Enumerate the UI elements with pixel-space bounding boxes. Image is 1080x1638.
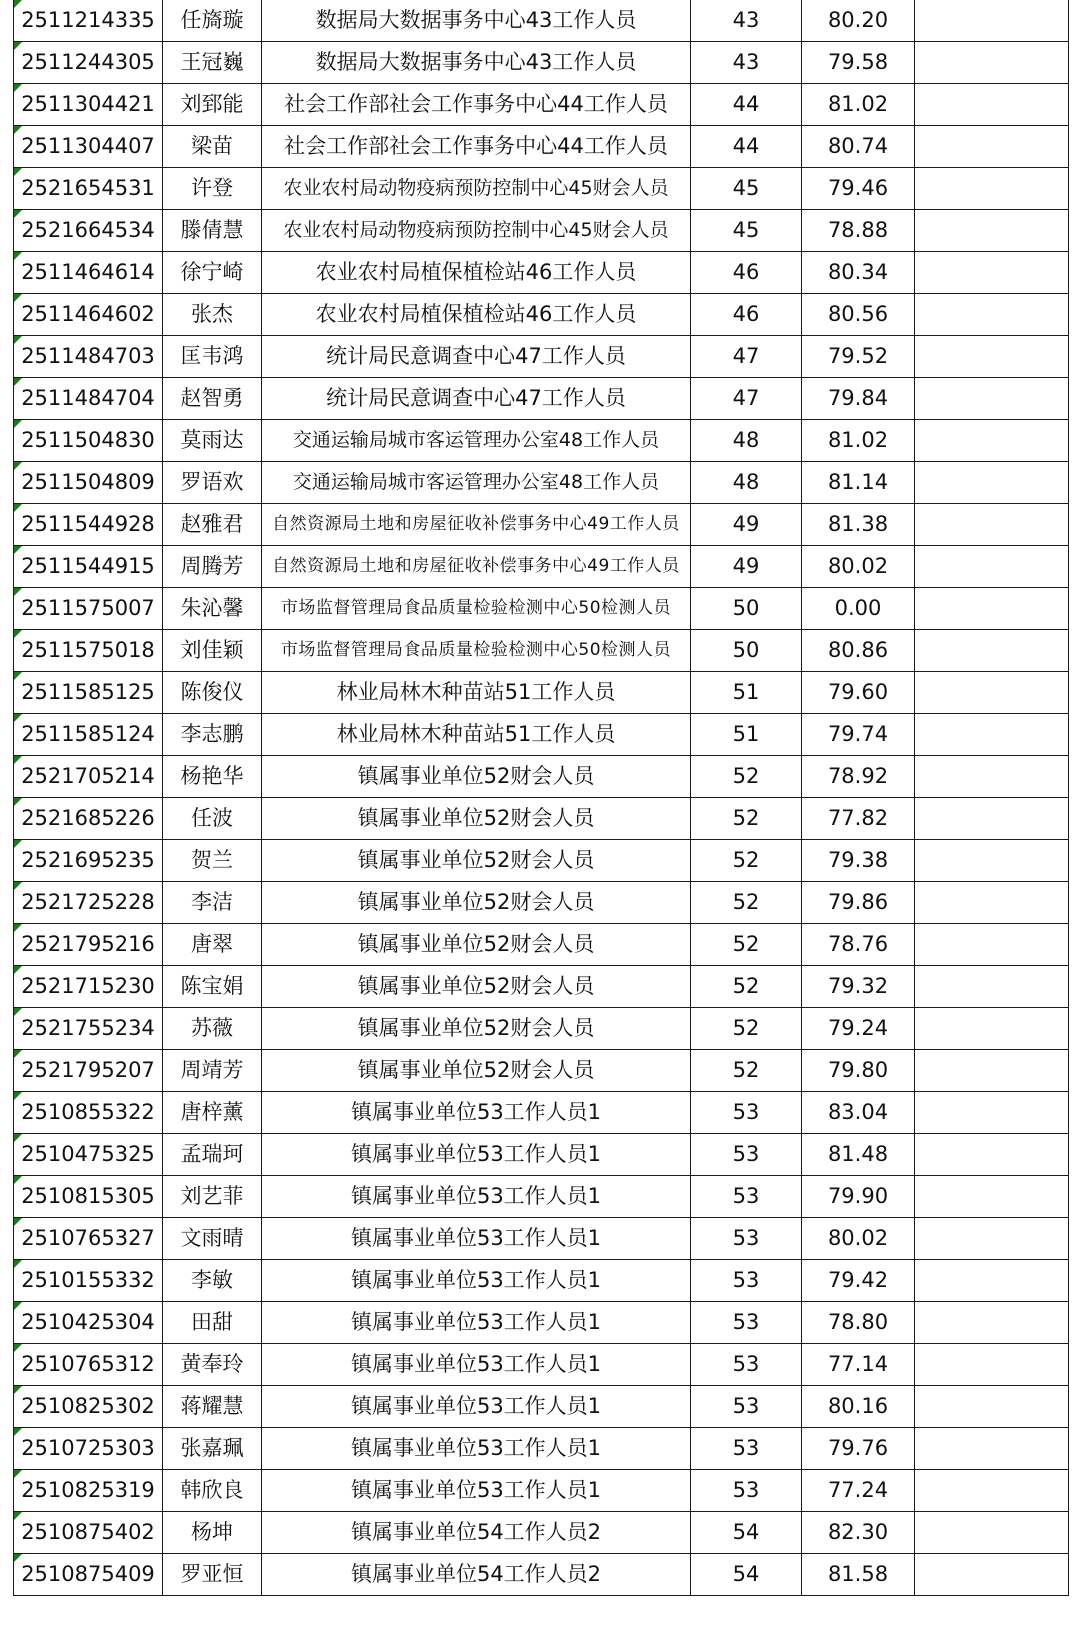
note-cell [915,1470,1069,1512]
candidate-name-cell: 唐梓薰 [163,1092,262,1134]
candidate-id-cell: 2511585124 [14,714,163,756]
table-row [14,294,1069,336]
score-cell: 78.88 [802,210,915,252]
table-row [14,924,1069,966]
score-cell: 79.84 [802,378,915,420]
position-name-cell: 镇属事业单位53工作人员1 [262,1218,691,1260]
post-code-cell: 48 [691,462,802,504]
position-name-cell: 镇属事业单位52财会人员 [262,798,691,840]
score-cell: 79.90 [802,1176,915,1218]
score-cell: 79.42 [802,1260,915,1302]
position-name-cell: 社会工作部社会工作事务中心44工作人员 [262,84,691,126]
candidate-id-cell: 2521715230 [14,966,163,1008]
position-name-cell: 镇属事业单位52财会人员 [262,966,691,1008]
position-name-cell: 社会工作部社会工作事务中心44工作人员 [262,126,691,168]
score-cell: 79.86 [802,882,915,924]
note-cell [915,210,1069,252]
position-name-cell: 镇属事业单位53工作人员1 [262,1302,691,1344]
table-row [14,1260,1069,1302]
position-name-cell: 镇属事业单位54工作人员2 [262,1512,691,1554]
score-cell: 80.56 [802,294,915,336]
candidate-id-cell: 2511544928 [14,504,163,546]
candidate-name-cell: 罗语欢 [163,462,262,504]
note-cell [915,84,1069,126]
candidate-id-cell: 2511575007 [14,588,163,630]
table-row [14,1176,1069,1218]
candidate-name-cell: 周靖芳 [163,1050,262,1092]
candidate-name-cell: 文雨晴 [163,1218,262,1260]
candidate-id-cell: 2511214335 [14,0,163,42]
candidate-id-cell: 2511464614 [14,252,163,294]
candidate-name-cell: 莫雨达 [163,420,262,462]
note-cell [915,882,1069,924]
score-cell: 80.34 [802,252,915,294]
post-code-cell: 53 [691,1092,802,1134]
post-code-cell: 54 [691,1554,802,1596]
candidate-name-cell: 罗亚恒 [163,1554,262,1596]
note-cell [915,1554,1069,1596]
position-name-cell: 镇属事业单位53工作人员1 [262,1386,691,1428]
note-cell [915,756,1069,798]
post-code-cell: 45 [691,210,802,252]
score-cell: 79.60 [802,672,915,714]
position-name-cell: 自然资源局土地和房屋征收补偿事务中心49工作人员 [262,546,691,588]
table-row [14,672,1069,714]
note-cell [915,336,1069,378]
table-row [14,1218,1069,1260]
post-code-cell: 45 [691,168,802,210]
candidate-name-cell: 李洁 [163,882,262,924]
score-cell: 81.14 [802,462,915,504]
position-name-cell: 镇属事业单位53工作人员1 [262,1470,691,1512]
table-row [14,84,1069,126]
position-name-cell: 市场监督管理局食品质量检验检测中心50检测人员 [262,630,691,672]
score-cell: 78.92 [802,756,915,798]
position-name-cell: 镇属事业单位53工作人员1 [262,1428,691,1470]
post-code-cell: 52 [691,840,802,882]
note-cell [915,672,1069,714]
score-cell: 82.30 [802,1512,915,1554]
score-cell: 78.80 [802,1302,915,1344]
table-row [14,1428,1069,1470]
candidate-id-cell: 2510875402 [14,1512,163,1554]
post-code-cell: 53 [691,1302,802,1344]
table-row [14,882,1069,924]
post-code-cell: 52 [691,966,802,1008]
candidate-id-cell: 2511304407 [14,126,163,168]
note-cell [915,1176,1069,1218]
candidate-name-cell: 李志鹏 [163,714,262,756]
score-cell: 78.76 [802,924,915,966]
table-row [14,840,1069,882]
score-cell: 81.02 [802,420,915,462]
candidate-id-cell: 2510725303 [14,1428,163,1470]
candidate-id-cell: 2521654531 [14,168,163,210]
score-cell: 81.38 [802,504,915,546]
note-cell [915,1092,1069,1134]
table-row [14,1470,1069,1512]
table-row [14,462,1069,504]
candidate-name-cell: 张嘉珮 [163,1428,262,1470]
note-cell [915,1260,1069,1302]
score-cell: 80.74 [802,126,915,168]
score-cell: 79.38 [802,840,915,882]
note-cell [915,714,1069,756]
candidate-name-cell: 唐翠 [163,924,262,966]
position-name-cell: 农业农村局植保植检站46工作人员 [262,294,691,336]
position-name-cell: 镇属事业单位53工作人员1 [262,1260,691,1302]
note-cell [915,630,1069,672]
candidate-name-cell: 苏薇 [163,1008,262,1050]
candidate-name-cell: 赵雅君 [163,504,262,546]
post-code-cell: 43 [691,0,802,42]
table-row [14,714,1069,756]
score-cell: 81.02 [802,84,915,126]
table-row [14,1344,1069,1386]
score-cell: 79.46 [802,168,915,210]
score-cell: 77.24 [802,1470,915,1512]
score-cell: 79.80 [802,1050,915,1092]
position-name-cell: 林业局林木种苗站51工作人员 [262,714,691,756]
position-name-cell: 镇属事业单位52财会人员 [262,756,691,798]
note-cell [915,462,1069,504]
table-row [14,126,1069,168]
note-cell [915,0,1069,42]
candidate-name-cell: 黄奉玲 [163,1344,262,1386]
post-code-cell: 47 [691,378,802,420]
post-code-cell: 52 [691,798,802,840]
note-cell [915,1344,1069,1386]
score-cell: 77.14 [802,1344,915,1386]
candidate-name-cell: 朱沁馨 [163,588,262,630]
post-code-cell: 52 [691,1008,802,1050]
table-row [14,1050,1069,1092]
post-code-cell: 53 [691,1344,802,1386]
note-cell [915,126,1069,168]
position-name-cell: 数据局大数据事务中心43工作人员 [262,42,691,84]
note-cell [915,1428,1069,1470]
candidate-id-cell: 2510765312 [14,1344,163,1386]
position-name-cell: 镇属事业单位52财会人员 [262,924,691,966]
note-cell [915,1386,1069,1428]
position-name-cell: 镇属事业单位53工作人员1 [262,1092,691,1134]
candidate-id-cell: 2511585125 [14,672,163,714]
post-code-cell: 53 [691,1386,802,1428]
position-name-cell: 农业农村局动物疫病预防控制中心45财会人员 [262,210,691,252]
position-name-cell: 农业农村局植保植检站46工作人员 [262,252,691,294]
post-code-cell: 52 [691,882,802,924]
post-code-cell: 51 [691,672,802,714]
post-code-cell: 50 [691,630,802,672]
position-name-cell: 自然资源局土地和房屋征收补偿事务中心49工作人员 [262,504,691,546]
candidate-name-cell: 许登 [163,168,262,210]
table-row [14,966,1069,1008]
post-code-cell: 53 [691,1218,802,1260]
note-cell [915,378,1069,420]
candidate-id-cell: 2510765327 [14,1218,163,1260]
note-cell [915,1302,1069,1344]
candidate-id-cell: 2511304421 [14,84,163,126]
position-name-cell: 统计局民意调查中心47工作人员 [262,336,691,378]
candidate-id-cell: 2510475325 [14,1134,163,1176]
candidate-name-cell: 任旖璇 [163,0,262,42]
table-row [14,420,1069,462]
post-code-cell: 49 [691,546,802,588]
table-row [14,210,1069,252]
post-code-cell: 51 [691,714,802,756]
table-row [14,546,1069,588]
post-code-cell: 47 [691,336,802,378]
candidate-id-cell: 2510815305 [14,1176,163,1218]
post-code-cell: 52 [691,1050,802,1092]
position-name-cell: 镇属事业单位52财会人员 [262,1050,691,1092]
position-name-cell: 市场监督管理局食品质量检验检测中心50检测人员 [262,588,691,630]
table-row [14,588,1069,630]
note-cell [915,504,1069,546]
position-name-cell: 农业农村局动物疫病预防控制中心45财会人员 [262,168,691,210]
table-row [14,798,1069,840]
position-name-cell: 交通运输局城市客运管理办公室48工作人员 [262,462,691,504]
candidate-id-cell: 2511504809 [14,462,163,504]
position-name-cell: 统计局民意调查中心47工作人员 [262,378,691,420]
position-name-cell: 镇属事业单位54工作人员2 [262,1554,691,1596]
score-cell: 80.20 [802,0,915,42]
note-cell [915,42,1069,84]
candidate-id-cell: 2511464602 [14,294,163,336]
position-name-cell: 交通运输局城市客运管理办公室48工作人员 [262,420,691,462]
note-cell [915,168,1069,210]
post-code-cell: 54 [691,1512,802,1554]
position-name-cell: 数据局大数据事务中心43工作人员 [262,0,691,42]
candidate-id-cell: 2521725228 [14,882,163,924]
candidate-name-cell: 周腾芳 [163,546,262,588]
candidate-name-cell: 陈俊仪 [163,672,262,714]
score-cell: 80.16 [802,1386,915,1428]
score-cell: 79.52 [802,336,915,378]
candidate-name-cell: 梁苗 [163,126,262,168]
post-code-cell: 46 [691,294,802,336]
table-row [14,336,1069,378]
note-cell [915,588,1069,630]
note-cell [915,546,1069,588]
candidate-name-cell: 田甜 [163,1302,262,1344]
candidate-id-cell: 2510825302 [14,1386,163,1428]
table-row [14,1092,1069,1134]
candidate-name-cell: 孟瑞珂 [163,1134,262,1176]
candidate-name-cell: 刘郅能 [163,84,262,126]
position-name-cell: 林业局林木种苗站51工作人员 [262,672,691,714]
candidate-name-cell: 刘佳颖 [163,630,262,672]
position-name-cell: 镇属事业单位53工作人员1 [262,1134,691,1176]
position-name-cell: 镇属事业单位53工作人员1 [262,1176,691,1218]
candidate-name-cell: 陈宝娟 [163,966,262,1008]
post-code-cell: 50 [691,588,802,630]
note-cell [915,252,1069,294]
post-code-cell: 43 [691,42,802,84]
score-cell: 80.02 [802,1218,915,1260]
table-row [14,504,1069,546]
candidate-id-cell: 2510855322 [14,1092,163,1134]
table-row [14,1008,1069,1050]
post-code-cell: 53 [691,1134,802,1176]
note-cell [915,1050,1069,1092]
table-row [14,756,1069,798]
candidate-id-cell: 2510425304 [14,1302,163,1344]
note-cell [915,1218,1069,1260]
score-cell: 79.74 [802,714,915,756]
candidate-id-cell: 2511244305 [14,42,163,84]
candidate-id-cell: 2511575018 [14,630,163,672]
score-cell: 80.02 [802,546,915,588]
score-cell: 79.24 [802,1008,915,1050]
score-cell: 81.58 [802,1554,915,1596]
post-code-cell: 52 [691,756,802,798]
table-row [14,42,1069,84]
score-cell: 81.48 [802,1134,915,1176]
table-row [14,1554,1069,1596]
post-code-cell: 53 [691,1260,802,1302]
candidate-id-cell: 2511484703 [14,336,163,378]
candidate-id-cell: 2521795216 [14,924,163,966]
post-code-cell: 46 [691,252,802,294]
candidate-name-cell: 刘艺菲 [163,1176,262,1218]
candidate-name-cell: 王冠巍 [163,42,262,84]
candidate-name-cell: 徐宁崎 [163,252,262,294]
score-cell: 79.32 [802,966,915,1008]
note-cell [915,420,1069,462]
candidate-name-cell: 赵智勇 [163,378,262,420]
candidate-name-cell: 韩欣良 [163,1470,262,1512]
candidate-id-cell: 2521695235 [14,840,163,882]
position-name-cell: 镇属事业单位53工作人员1 [262,1344,691,1386]
note-cell [915,966,1069,1008]
candidate-id-cell: 2521664534 [14,210,163,252]
candidate-id-cell: 2510875409 [14,1554,163,1596]
post-code-cell: 53 [691,1176,802,1218]
candidate-name-cell: 贺兰 [163,840,262,882]
note-cell [915,798,1069,840]
candidate-name-cell: 杨艳华 [163,756,262,798]
position-name-cell: 镇属事业单位52财会人员 [262,840,691,882]
post-code-cell: 53 [691,1428,802,1470]
candidate-id-cell: 2511484704 [14,378,163,420]
table-row [14,630,1069,672]
table-row [14,168,1069,210]
position-name-cell: 镇属事业单位52财会人员 [262,882,691,924]
candidate-id-cell: 2521705214 [14,756,163,798]
table-row [14,1512,1069,1554]
post-code-cell: 44 [691,84,802,126]
candidate-name-cell: 杨坤 [163,1512,262,1554]
score-cell: 79.76 [802,1428,915,1470]
table-row [14,1134,1069,1176]
note-cell [915,1134,1069,1176]
note-cell [915,840,1069,882]
candidate-id-cell: 2521795207 [14,1050,163,1092]
table-row [14,252,1069,294]
note-cell [915,294,1069,336]
candidate-id-cell: 2521685226 [14,798,163,840]
candidate-id-cell: 2511544915 [14,546,163,588]
table-row [14,0,1069,42]
table-row [14,1302,1069,1344]
candidate-id-cell: 2510155332 [14,1260,163,1302]
score-cell: 77.82 [802,798,915,840]
table-row [14,378,1069,420]
score-table-body [14,0,1069,1596]
note-cell [915,1008,1069,1050]
post-code-cell: 53 [691,1470,802,1512]
candidate-name-cell: 张杰 [163,294,262,336]
candidate-name-cell: 匡韦鸿 [163,336,262,378]
post-code-cell: 48 [691,420,802,462]
score-cell: 83.04 [802,1092,915,1134]
note-cell [915,924,1069,966]
score-cell: 0.00 [802,588,915,630]
post-code-cell: 52 [691,924,802,966]
candidate-id-cell: 2510825319 [14,1470,163,1512]
post-code-cell: 44 [691,126,802,168]
score-table [13,0,1069,1596]
candidate-name-cell: 李敏 [163,1260,262,1302]
candidate-id-cell: 2521755234 [14,1008,163,1050]
position-name-cell: 镇属事业单位52财会人员 [262,1008,691,1050]
post-code-cell: 49 [691,504,802,546]
candidate-name-cell: 任波 [163,798,262,840]
score-cell: 79.58 [802,42,915,84]
candidate-id-cell: 2511504830 [14,420,163,462]
candidate-name-cell: 蒋耀慧 [163,1386,262,1428]
table-row [14,1386,1069,1428]
candidate-name-cell: 滕倩慧 [163,210,262,252]
score-cell: 80.86 [802,630,915,672]
note-cell [915,1512,1069,1554]
